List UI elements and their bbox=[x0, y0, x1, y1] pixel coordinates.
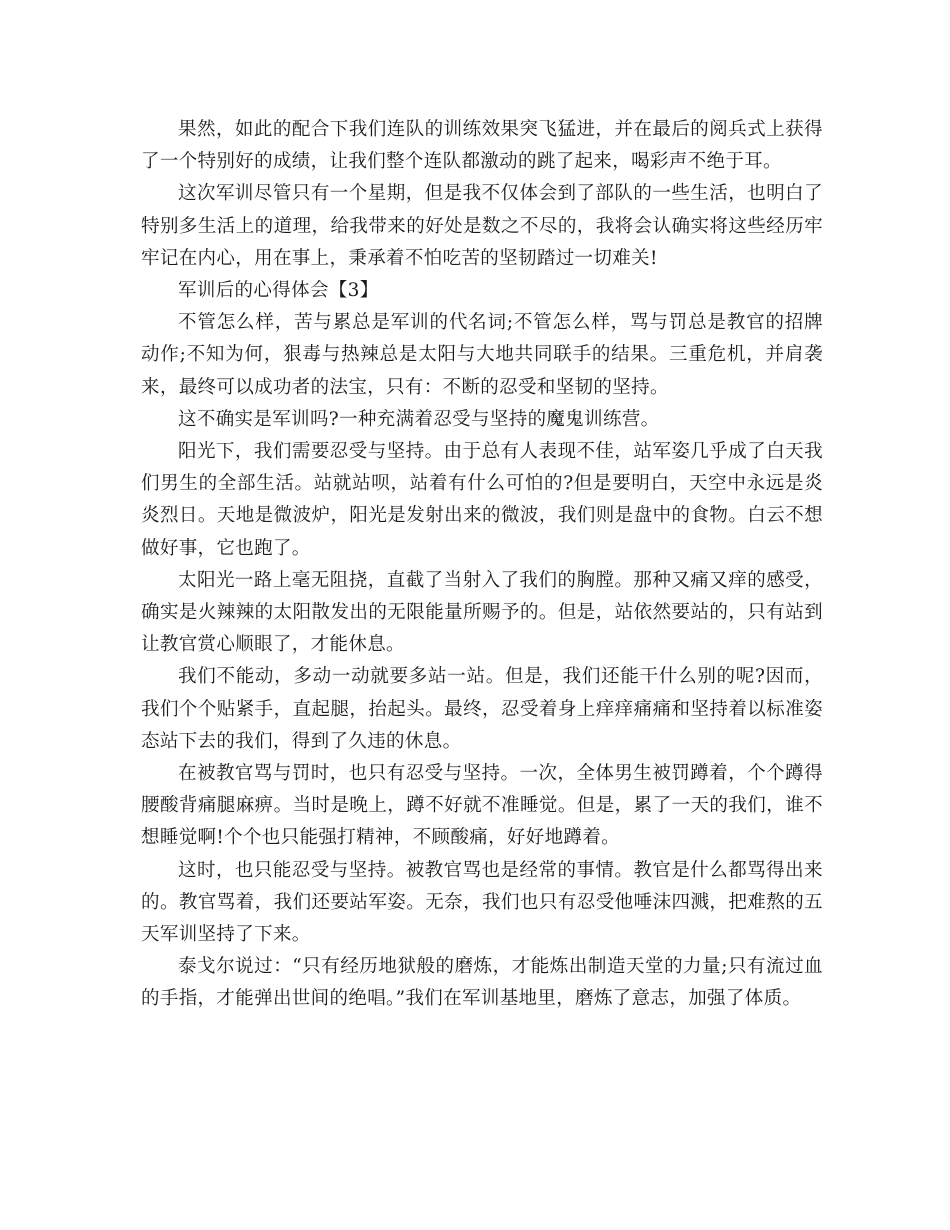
paragraph: 这时，也只能忍受与坚持。被教官骂也是经常的事情。教官是什么都骂得出来的。教官骂着，我们还要站军姿。无奈，我们也只有忍受他唾沫四溅，把难熬的五天军训坚持了下来。 bbox=[141, 859, 823, 946]
paragraph: 这不确实是军训吗?一种充满着忍受与坚持的魔鬼训练营。 bbox=[178, 408, 660, 430]
document-body bbox=[141, 114, 823, 1016]
paragraph: 阳光下，我们需要忍受与坚持。由于总有人表现不佳，站军姿几乎成了白天我们男生的全部生活。站就站呗，站着有什么可怕的?但是要明白，天空中永远是炎炎烈日。天地是微波炉，阳光是发射出来的微波，我们则是盘中的食物。白云不想做好事，它也跑了。 bbox=[141, 441, 823, 559]
paragraph: 我们不能动，多动一动就要多站一站。但是，我们还能干什么别的呢?因而，我们个个贴紧手，直起腿，抬起头。最终，忍受着身上痒痒痛痛和坚持着以标准姿态站下去的我们，得到了久违的休息。 bbox=[141, 666, 823, 752]
paragraph: 果然，如此的配合下我们连队的训练效果突飞猛进，并在最后的阅兵式上获得了一个特别好的成绩，让我们整个连队都激动的跳了起来，喝彩声不绝于耳。 bbox=[141, 119, 823, 173]
paragraph: 这次军训尽管只有一个星期，但是我不仅体会到了部队的一些生活，也明白了特别多生活上的道理，给我带来的好处是数之不尽的，我将会认确实将这些经历牢牢记在内心，用在事上，秉承着不怕吃苦的坚韧踏过一切难关! bbox=[141, 183, 823, 269]
paragraph: 不管怎么样，苦与累总是军训的代名词;不管怎么样，骂与罚总是教官的招牌动作;不知为何，狠毒与热辣总是太阳与大地共同联手的结果。三重危机，并肩袭来，最终可以成功者的法宝，只有：不断的忍受和坚韧的坚持。 bbox=[141, 312, 823, 398]
section-heading: 军训后的心得体会【3】 bbox=[178, 280, 379, 302]
paragraph: 泰戈尔说过：“只有经历地狱般的磨炼，才能炼出制造天堂的力量;只有流过血的手指，才能弹出世间的绝唱。”我们在军训基地里，磨炼了意志，加强了体质。 bbox=[141, 956, 823, 1010]
paragraph: 太阳光一路上毫无阻挠，直截了当射入了我们的胸膛。那种又痛又痒的感受，确实是火辣辣的太阳散发出的无限能量所赐予的。但是，站依然要站的，只有站到让教官赏心顺眼了，才能休息。 bbox=[141, 569, 823, 656]
paragraph: 在被教官骂与罚时，也只有忍受与坚持。一次，全体男生被罚蹲着，个个蹲得腰酸背痛腿麻痹。当时是晚上，蹲不好就不准睡觉。但是，累了一天的我们，谁不想睡觉啊!个个也只能强打精神，不顾酸痛，好好地蹲着。 bbox=[141, 763, 823, 849]
